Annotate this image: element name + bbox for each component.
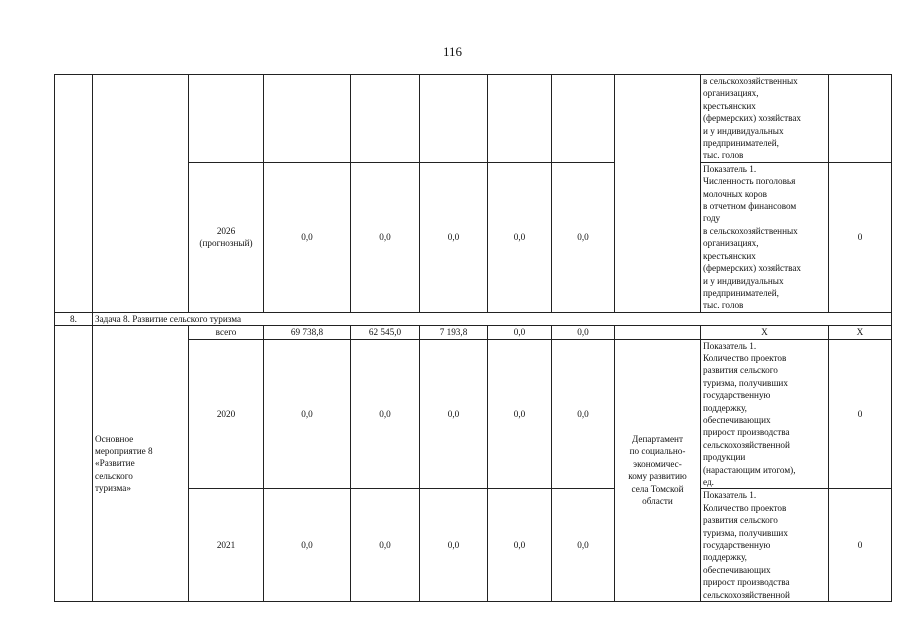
- task-row: [55, 312, 892, 325]
- cell-indicator: Показатель 1. Количество проектов развития сельского туризма, получивших государственную поддержку, обеспечивающих прирост производства сельскохозяйственной продукции (нарастающим итогом), ед.: [701, 339, 829, 489]
- table-row: [55, 326, 892, 339]
- cell-federal: 0,0: [351, 489, 420, 602]
- cell-total: 69 738,8: [264, 326, 351, 339]
- cell-regional: [420, 75, 488, 163]
- cell-year: всего: [189, 326, 264, 339]
- cell-other: 0,0: [552, 339, 615, 489]
- cell-executor: Департамент по социально- экономичес- кому развитию села Томской области: [615, 339, 701, 602]
- page-number: 116: [442, 44, 463, 59]
- cell-other: 0,0: [552, 326, 615, 339]
- cell-federal: 0,0: [351, 339, 420, 489]
- cell-regional: 0,0: [420, 489, 488, 602]
- cell-indicator: Показатель 1. Количество проектов развития сельского туризма, получивших государственную поддержку, обеспечивающих прирост производства сельскохозяйственной: [701, 489, 829, 602]
- table-row: [55, 75, 892, 163]
- cell-regional: 0,0: [420, 339, 488, 489]
- cell-other: 0,0: [552, 162, 615, 312]
- cell-executor: [615, 75, 701, 313]
- cell-event-name: Основное мероприятие 8 «Развитие сельского туризма»: [93, 326, 189, 602]
- cell-year: 2026 (прогнозный): [189, 162, 264, 312]
- cell-federal: 62 545,0: [351, 326, 420, 339]
- cell-indicator-value: [829, 75, 892, 163]
- cell-local: [488, 75, 552, 163]
- cell-regional: 0,0: [420, 162, 488, 312]
- cell-indicator-value: 0: [829, 162, 892, 312]
- cell-other: 0,0: [552, 489, 615, 602]
- cell-federal: [351, 75, 420, 163]
- cell-indicator-value: 0: [829, 489, 892, 602]
- cell-task-title: Задача 8. Развитие сельского туризма: [93, 312, 892, 325]
- cell-indicator: в сельскохозяйственных организациях, крестьянских (фермерских) хозяйствах и у индивидуальных предпринимателей, тыс. голов: [701, 75, 829, 163]
- cell-local: 0,0: [488, 339, 552, 489]
- cell-indicator: Показатель 1. Численность поголовья молочных коров в отчетном финансовом году в сельскохозяйственных организациях, крестьянских (фермерских) хозяйствах и у индивидуальных предпринимателей, тыс. голов: [701, 162, 829, 312]
- cell-task-number: 8.: [55, 312, 93, 325]
- cell-total: 0,0: [264, 162, 351, 312]
- cell-number: [55, 326, 93, 602]
- cell-indicator-value: 0: [829, 339, 892, 489]
- cell-total: 0,0: [264, 489, 351, 602]
- cell-local: 0,0: [488, 326, 552, 339]
- cell-indicator: Х: [701, 326, 829, 339]
- cell-number: [55, 75, 93, 313]
- program-table: [54, 74, 892, 602]
- cell-year: 2020: [189, 339, 264, 489]
- cell-regional: 7 193,8: [420, 326, 488, 339]
- cell-federal: 0,0: [351, 162, 420, 312]
- cell-executor: [615, 326, 701, 339]
- cell-year: 2021: [189, 489, 264, 602]
- cell-local: 0,0: [488, 489, 552, 602]
- cell-event-name: [93, 75, 189, 313]
- cell-total: 0,0: [264, 339, 351, 489]
- cell-indicator-value: Х: [829, 326, 892, 339]
- cell-local: 0,0: [488, 162, 552, 312]
- cell-year: [189, 75, 264, 163]
- cell-other: [552, 75, 615, 163]
- cell-total: [264, 75, 351, 163]
